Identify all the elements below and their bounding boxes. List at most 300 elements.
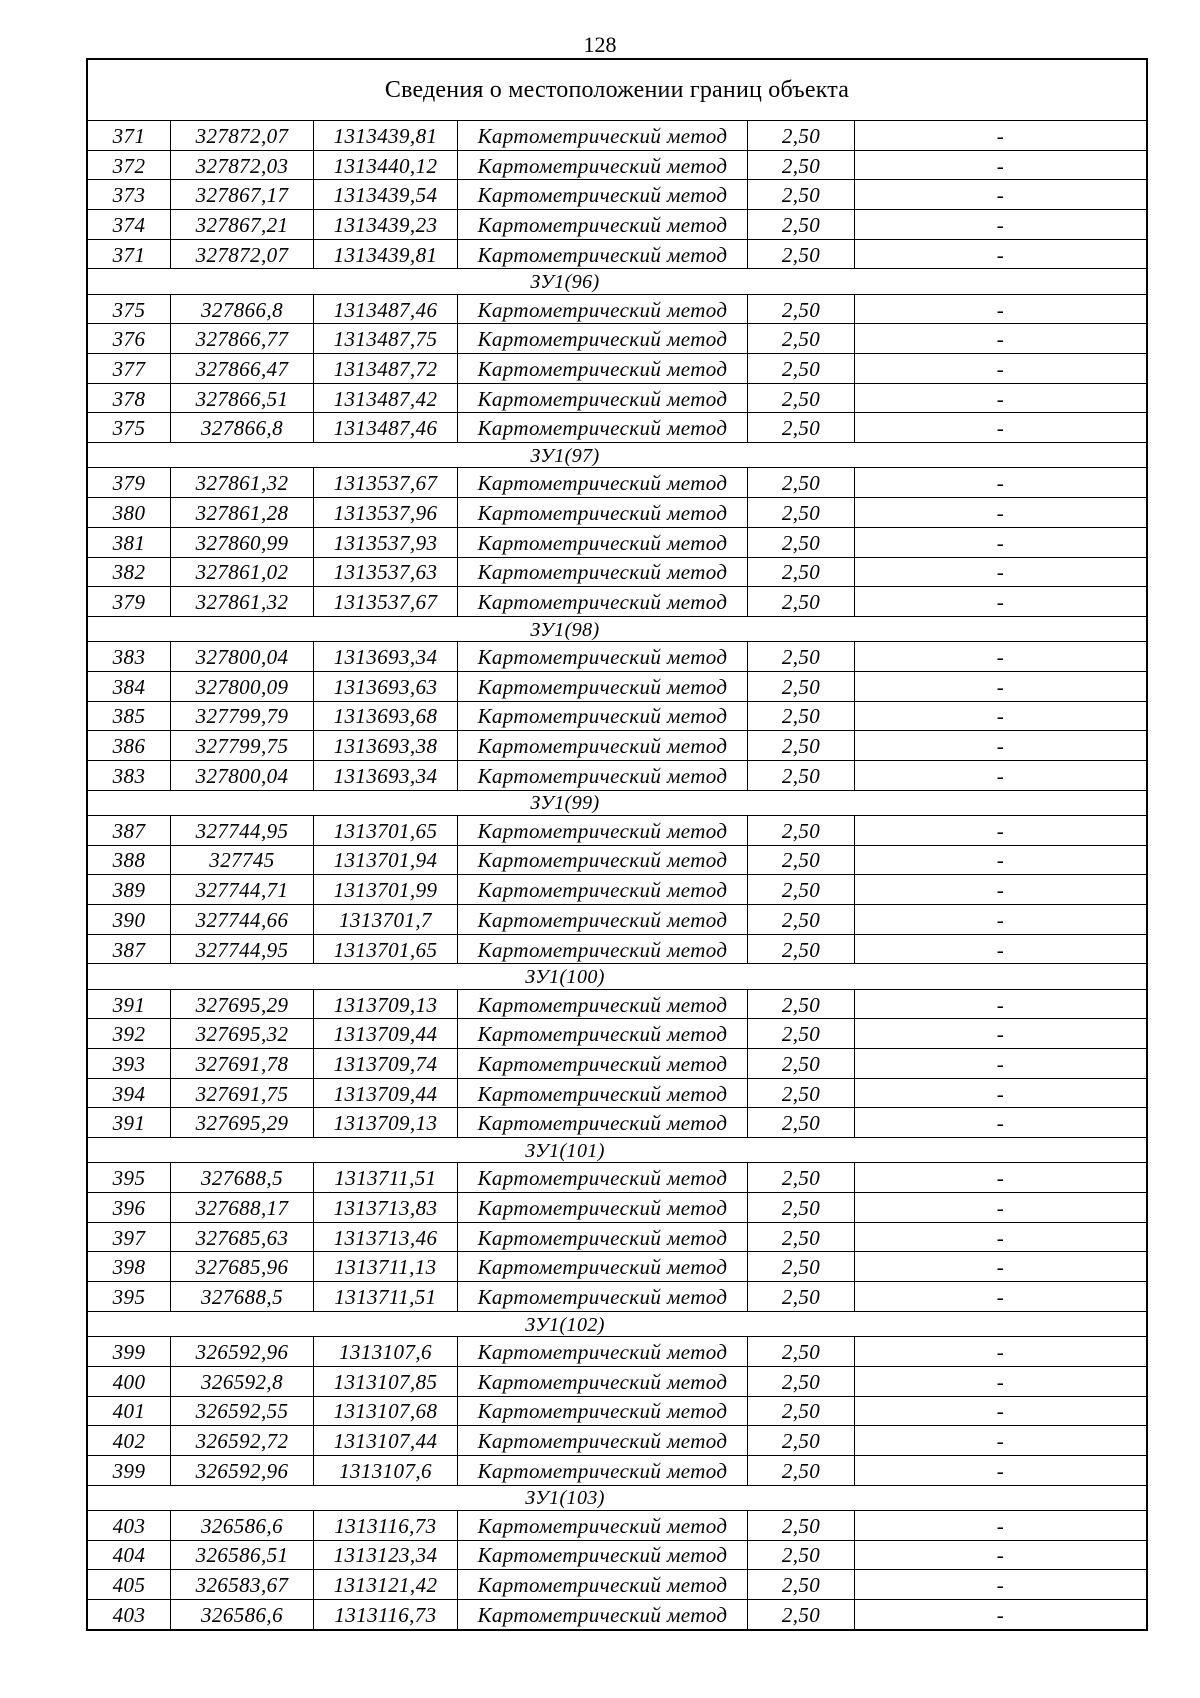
y-coordinate-cell: 1313693,68 [314,702,458,731]
method-cell: Картометрический метод [458,354,748,383]
section-label: ЗУ1(99) [530,792,600,815]
accuracy-cell: 2,50 [748,1456,855,1485]
y-coordinate-cell: 1313693,63 [314,672,458,701]
x-coordinate-cell: 326586,6 [171,1600,314,1629]
method-cell: Картометрический метод [458,905,748,934]
y-coordinate-cell: 1313439,81 [314,121,458,150]
table-row [88,1192,1146,1222]
method-cell: Картометрический метод [458,1570,748,1599]
y-coordinate-cell: 1313693,38 [314,731,458,760]
x-coordinate-cell: 327691,78 [171,1049,314,1078]
method-cell: Картометрический метод [458,1163,748,1192]
y-coordinate-cell: 1313701,65 [314,935,458,964]
accuracy-cell: 2,50 [748,295,855,324]
point-number-cell: 376 [88,324,171,353]
table-row [88,701,1146,731]
table-row [88,497,1146,527]
description-cell: - [996,1255,1005,1280]
table-row [88,1599,1146,1629]
description-cell: - [996,1513,1005,1538]
method-cell: Картометрический метод [458,1049,748,1078]
table-row [88,353,1146,383]
table-row [88,989,1146,1019]
point-number-cell: 380 [88,498,171,527]
y-coordinate-cell: 1313711,13 [314,1252,458,1281]
method-cell: Картометрический метод [458,1541,748,1570]
y-coordinate-cell: 1313439,81 [314,240,458,269]
y-coordinate-cell: 1313487,42 [314,384,458,413]
description-cell: - [996,1022,1005,1047]
description-cell: - [996,848,1005,873]
table-row [88,150,1146,180]
y-coordinate-cell: 1313713,83 [314,1193,458,1222]
description-cell: - [996,123,1005,148]
description-cell: - [996,1602,1005,1627]
accuracy-cell: 2,50 [748,180,855,209]
point-number-cell: 395 [88,1163,171,1192]
method-cell: Картометрический метод [458,935,748,964]
description-cell: - [996,297,1005,322]
section-label: ЗУ1(101) [525,1139,605,1162]
method-cell: Картометрический метод [458,1511,748,1540]
y-coordinate-cell: 1313487,75 [314,324,458,353]
x-coordinate-cell: 327800,04 [171,642,314,671]
method-cell: Картометрический метод [458,468,748,497]
section-label: ЗУ1(98) [530,618,600,641]
y-coordinate-cell: 1313713,46 [314,1223,458,1252]
x-coordinate-cell: 326592,8 [171,1367,314,1396]
method-cell: Картометрический метод [458,121,748,150]
section-header-row [88,963,1146,988]
method-cell: Картометрический метод [458,324,748,353]
table-row [88,467,1146,497]
method-cell: Картометрический метод [458,498,748,527]
x-coordinate-cell: 326583,67 [171,1570,314,1599]
point-number-cell: 373 [88,180,171,209]
point-number-cell: 385 [88,702,171,731]
section-header-row [88,1485,1146,1510]
section-header-row [88,616,1146,641]
description-cell: - [996,560,1005,585]
accuracy-cell: 2,50 [748,468,855,497]
accuracy-cell: 2,50 [748,498,855,527]
table-row [88,1018,1146,1048]
table-row [88,874,1146,904]
x-coordinate-cell: 326586,6 [171,1511,314,1540]
y-coordinate-cell: 1313701,7 [314,905,458,934]
table-row [88,527,1146,557]
y-coordinate-cell: 1313701,94 [314,846,458,875]
point-number-cell: 393 [88,1049,171,1078]
table-row [88,1251,1146,1281]
x-coordinate-cell: 327861,02 [171,558,314,587]
x-coordinate-cell: 327800,04 [171,761,314,790]
description-cell: - [996,1543,1005,1568]
x-coordinate-cell: 327691,75 [171,1079,314,1108]
x-coordinate-cell: 327866,51 [171,384,314,413]
method-cell: Картометрический метод [458,816,748,845]
point-number-cell: 378 [88,384,171,413]
method-cell: Картометрический метод [458,1223,748,1252]
y-coordinate-cell: 1313107,6 [314,1337,458,1366]
table-row [88,934,1146,964]
x-coordinate-cell: 327695,29 [171,1108,314,1137]
method-cell: Картометрический метод [458,875,748,904]
accuracy-cell: 2,50 [748,587,855,616]
point-number-cell: 371 [88,121,171,150]
y-coordinate-cell: 1313116,73 [314,1511,458,1540]
y-coordinate-cell: 1313701,99 [314,875,458,904]
y-coordinate-cell: 1313701,65 [314,816,458,845]
accuracy-cell: 2,50 [748,990,855,1019]
table-row [88,845,1146,875]
y-coordinate-cell: 1313537,93 [314,528,458,557]
table-row [88,760,1146,790]
method-cell: Картометрический метод [458,1252,748,1281]
description-cell: - [996,1399,1005,1424]
point-number-cell: 402 [88,1426,171,1455]
accuracy-cell: 2,50 [748,1570,855,1599]
description-cell: - [996,471,1005,496]
point-number-cell: 404 [88,1541,171,1570]
description-cell: - [996,1458,1005,1483]
y-coordinate-cell: 1313116,73 [314,1600,458,1629]
point-number-cell: 394 [88,1079,171,1108]
method-cell: Картометрический метод [458,240,748,269]
point-number-cell: 401 [88,1397,171,1426]
y-coordinate-cell: 1313439,54 [314,180,458,209]
point-number-cell: 395 [88,1282,171,1311]
point-number-cell: 375 [88,413,171,442]
point-number-cell: 379 [88,468,171,497]
table-row [88,815,1146,845]
point-number-cell: 391 [88,990,171,1019]
description-cell: - [996,937,1005,962]
x-coordinate-cell: 327688,17 [171,1193,314,1222]
method-cell: Картометрический метод [458,1193,748,1222]
accuracy-cell: 2,50 [748,1252,855,1281]
y-coordinate-cell: 1313709,13 [314,990,458,1019]
x-coordinate-cell: 327799,79 [171,702,314,731]
y-coordinate-cell: 1313107,85 [314,1367,458,1396]
description-cell: - [996,878,1005,903]
y-coordinate-cell: 1313107,6 [314,1456,458,1485]
method-cell: Картометрический метод [458,1456,748,1485]
x-coordinate-cell: 327744,95 [171,935,314,964]
y-coordinate-cell: 1313439,23 [314,210,458,239]
table-row [88,1540,1146,1570]
description-cell: - [996,907,1005,932]
x-coordinate-cell: 327744,66 [171,905,314,934]
description-cell: - [996,1225,1005,1250]
description-cell: - [996,704,1005,729]
x-coordinate-cell: 326592,55 [171,1397,314,1426]
table-row [88,671,1146,701]
y-coordinate-cell: 1313121,42 [314,1570,458,1599]
accuracy-cell: 2,50 [748,761,855,790]
point-number-cell: 389 [88,875,171,904]
x-coordinate-cell: 327688,5 [171,1282,314,1311]
method-cell: Картометрический метод [458,642,748,671]
table-row [88,641,1146,671]
point-number-cell: 383 [88,761,171,790]
table-row [88,904,1146,934]
description-cell: - [996,763,1005,788]
table-row [88,1162,1146,1192]
y-coordinate-cell: 1313487,46 [314,295,458,324]
method-cell: Картометрический метод [458,761,748,790]
x-coordinate-cell: 327866,47 [171,354,314,383]
x-coordinate-cell: 327744,95 [171,816,314,845]
y-coordinate-cell: 1313107,68 [314,1397,458,1426]
point-number-cell: 397 [88,1223,171,1252]
method-cell: Картометрический метод [458,990,748,1019]
x-coordinate-cell: 327861,28 [171,498,314,527]
table-row [88,294,1146,324]
method-cell: Картометрический метод [458,1600,748,1629]
method-cell: Картометрический метод [458,528,748,557]
table-row [88,586,1146,616]
x-coordinate-cell: 327695,29 [171,990,314,1019]
accuracy-cell: 2,50 [748,558,855,587]
method-cell: Картометрический метод [458,413,748,442]
description-cell: - [996,1369,1005,1394]
point-number-cell: 371 [88,240,171,269]
method-cell: Картометрический метод [458,731,748,760]
y-coordinate-cell: 1313693,34 [314,761,458,790]
method-cell: Картометрический метод [458,1337,748,1366]
accuracy-cell: 2,50 [748,151,855,180]
x-coordinate-cell: 327799,75 [171,731,314,760]
accuracy-cell: 2,50 [748,702,855,731]
x-coordinate-cell: 327872,07 [171,121,314,150]
description-cell: - [996,1429,1005,1454]
x-coordinate-cell: 327867,17 [171,180,314,209]
y-coordinate-cell: 1313537,63 [314,558,458,587]
accuracy-cell: 2,50 [748,1426,855,1455]
description-cell: - [996,1081,1005,1106]
table-row [88,412,1146,442]
point-number-cell: 399 [88,1337,171,1366]
x-coordinate-cell: 327685,63 [171,1223,314,1252]
table-row [88,383,1146,413]
description-cell: - [996,818,1005,843]
accuracy-cell: 2,50 [748,1541,855,1570]
y-coordinate-cell: 1313107,44 [314,1426,458,1455]
x-coordinate-cell: 327695,32 [171,1019,314,1048]
description-cell: - [996,501,1005,525]
point-number-cell: 403 [88,1600,171,1629]
description-cell: - [996,1573,1005,1598]
description-cell: - [996,183,1005,208]
table-row [88,323,1146,353]
x-coordinate-cell: 326586,51 [171,1541,314,1570]
point-number-cell: 383 [88,642,171,671]
x-coordinate-cell: 327860,99 [171,528,314,557]
description-cell: - [996,386,1005,411]
method-cell: Картометрический метод [458,558,748,587]
section-label: ЗУ1(102) [525,1313,605,1336]
table-row [88,557,1146,587]
method-cell: Картометрический метод [458,180,748,209]
accuracy-cell: 2,50 [748,1108,855,1137]
accuracy-cell: 2,50 [748,1163,855,1192]
description-cell: - [996,153,1005,178]
x-coordinate-cell: 327745 [171,846,314,875]
point-number-cell: 396 [88,1193,171,1222]
boundary-coordinates-table [86,58,1148,1631]
table-title: Сведения о местоположении границ объекта [384,76,850,103]
accuracy-cell: 2,50 [748,1397,855,1426]
accuracy-cell: 2,50 [748,210,855,239]
table-row [88,1281,1146,1311]
method-cell: Картометрический метод [458,384,748,413]
description-cell: - [996,212,1005,237]
description-cell: - [996,1195,1005,1220]
description-cell: - [996,645,1005,670]
description-cell: - [996,356,1005,381]
description-cell: - [996,1051,1005,1076]
method-cell: Картометрический метод [458,1426,748,1455]
accuracy-cell: 2,50 [748,1079,855,1108]
description-cell: - [996,1285,1005,1309]
section-header-row [88,1137,1146,1162]
table-row [88,1336,1146,1366]
section-label: ЗУ1(96) [530,271,600,294]
section-header-row [88,790,1146,815]
method-cell: Картометрический метод [458,1019,748,1048]
page-number: 128 [583,32,617,57]
accuracy-cell: 2,50 [748,1223,855,1252]
section-header-row [88,1311,1146,1336]
accuracy-cell: 2,50 [748,1193,855,1222]
description-cell: - [996,590,1005,615]
point-number-cell: 399 [88,1456,171,1485]
accuracy-cell: 2,50 [748,846,855,875]
y-coordinate-cell: 1313693,34 [314,642,458,671]
x-coordinate-cell: 327685,96 [171,1252,314,1281]
point-number-cell: 375 [88,295,171,324]
method-cell: Картометрический метод [458,210,748,239]
table-row [88,1396,1146,1426]
accuracy-cell: 2,50 [748,1511,855,1540]
y-coordinate-cell: 1313123,34 [314,1541,458,1570]
y-coordinate-cell: 1313440,12 [314,151,458,180]
description-cell: - [996,530,1005,555]
table-row [88,730,1146,760]
x-coordinate-cell: 327744,71 [171,875,314,904]
x-coordinate-cell: 326592,96 [171,1456,314,1485]
accuracy-cell: 2,50 [748,816,855,845]
point-number-cell: 400 [88,1367,171,1396]
table-row [88,1510,1146,1540]
section-label: ЗУ1(103) [525,1487,605,1510]
y-coordinate-cell: 1313709,74 [314,1049,458,1078]
table-row [88,179,1146,209]
point-number-cell: 391 [88,1108,171,1137]
y-coordinate-cell: 1313711,51 [314,1282,458,1311]
method-cell: Картометрический метод [458,1367,748,1396]
method-cell: Картометрический метод [458,587,748,616]
method-cell: Картометрический метод [458,702,748,731]
x-coordinate-cell: 326592,96 [171,1337,314,1366]
x-coordinate-cell: 326592,72 [171,1426,314,1455]
description-cell: - [996,734,1005,759]
accuracy-cell: 2,50 [748,1019,855,1048]
x-coordinate-cell: 327861,32 [171,468,314,497]
description-cell: - [996,242,1005,267]
point-number-cell: 388 [88,846,171,875]
accuracy-cell: 2,50 [748,324,855,353]
section-header-row [88,442,1146,467]
table-row [88,1048,1146,1078]
point-number-cell: 390 [88,905,171,934]
point-number-cell: 405 [88,1570,171,1599]
point-number-cell: 381 [88,528,171,557]
description-cell: - [996,1166,1005,1191]
point-number-cell: 382 [88,558,171,587]
method-cell: Картометрический метод [458,1397,748,1426]
table-row [88,239,1146,269]
point-number-cell: 379 [88,587,171,616]
accuracy-cell: 2,50 [748,413,855,442]
accuracy-cell: 2,50 [748,1337,855,1366]
y-coordinate-cell: 1313487,46 [314,413,458,442]
x-coordinate-cell: 327861,32 [171,587,314,616]
method-cell: Картометрический метод [458,846,748,875]
y-coordinate-cell: 1313709,44 [314,1019,458,1048]
point-number-cell: 386 [88,731,171,760]
description-cell: - [996,1339,1005,1364]
accuracy-cell: 2,50 [748,121,855,150]
table-row [88,1425,1146,1455]
accuracy-cell: 2,50 [748,1600,855,1629]
table-row [88,1078,1146,1108]
description-cell: - [996,327,1005,352]
accuracy-cell: 2,50 [748,1282,855,1311]
x-coordinate-cell: 327867,21 [171,210,314,239]
method-cell: Картометрический метод [458,1079,748,1108]
point-number-cell: 398 [88,1252,171,1281]
method-cell: Картометрический метод [458,1108,748,1137]
y-coordinate-cell: 1313711,51 [314,1163,458,1192]
x-coordinate-cell: 327688,5 [171,1163,314,1192]
method-cell: Картометрический метод [458,672,748,701]
point-number-cell: 392 [88,1019,171,1048]
accuracy-cell: 2,50 [748,875,855,904]
point-number-cell: 377 [88,354,171,383]
accuracy-cell: 2,50 [748,240,855,269]
table-row [88,1569,1146,1599]
accuracy-cell: 2,50 [748,905,855,934]
point-number-cell: 374 [88,210,171,239]
description-cell: - [996,416,1005,441]
method-cell: Картометрический метод [458,295,748,324]
accuracy-cell: 2,50 [748,528,855,557]
table-row [88,1455,1146,1485]
accuracy-cell: 2,50 [748,1049,855,1078]
x-coordinate-cell: 327872,07 [171,240,314,269]
x-coordinate-cell: 327866,77 [171,324,314,353]
method-cell: Картометрический метод [458,1282,748,1311]
section-label: ЗУ1(100) [525,966,605,989]
y-coordinate-cell: 1313537,96 [314,498,458,527]
accuracy-cell: 2,50 [748,935,855,964]
table-row [88,1222,1146,1252]
x-coordinate-cell: 327872,03 [171,151,314,180]
section-label: ЗУ1(97) [530,444,600,467]
accuracy-cell: 2,50 [748,1367,855,1396]
